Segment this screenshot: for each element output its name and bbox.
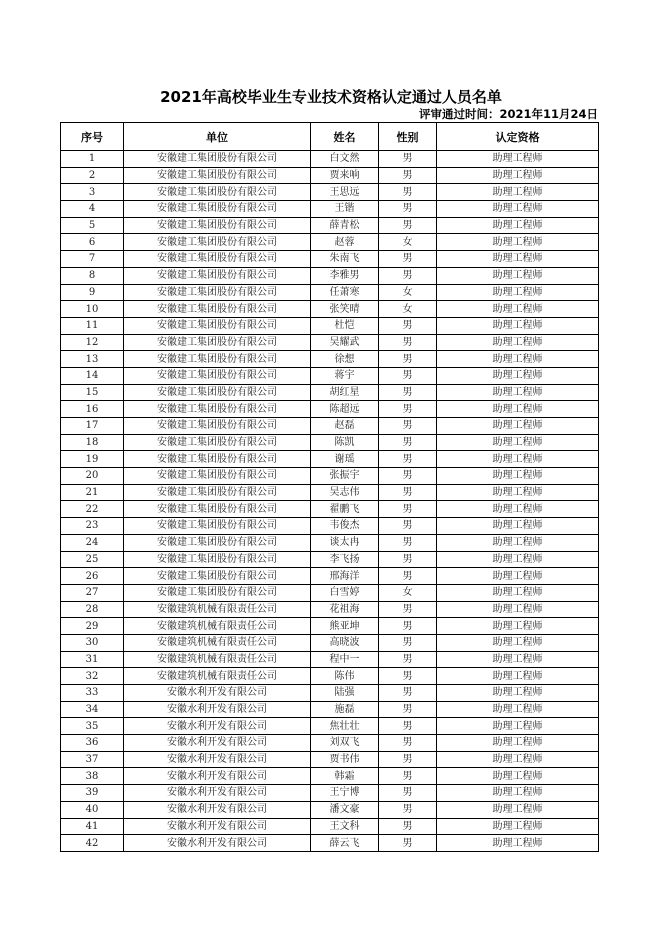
cell-gender: 男 xyxy=(379,835,437,852)
cell-index: 29 xyxy=(61,618,124,635)
cell-unit: 安徽水利开发有限公司 xyxy=(124,768,311,785)
cell-qualification: 助理工程师 xyxy=(437,568,599,585)
cell-index: 10 xyxy=(61,301,124,318)
cell-name: 朱南飞 xyxy=(311,251,379,268)
cell-name: 贾书伟 xyxy=(311,751,379,768)
cell-qualification: 助理工程师 xyxy=(437,167,599,184)
cell-unit: 安徽建工集团股份有限公司 xyxy=(124,551,311,568)
cell-name: 赵蓉 xyxy=(311,234,379,251)
cell-name: 白雪婷 xyxy=(311,584,379,601)
table-row xyxy=(61,818,599,835)
cell-name: 陈伟 xyxy=(311,668,379,685)
cell-unit: 安徽建筑机械有限责任公司 xyxy=(124,601,311,618)
cell-gender: 男 xyxy=(379,367,437,384)
cell-qualification: 助理工程师 xyxy=(437,151,599,168)
cell-qualification: 助理工程师 xyxy=(437,668,599,685)
table-row xyxy=(61,668,599,685)
table-row xyxy=(61,484,599,501)
cell-gender: 女 xyxy=(379,584,437,601)
cell-qualification: 助理工程师 xyxy=(437,434,599,451)
cell-gender: 女 xyxy=(379,284,437,301)
cell-qualification: 助理工程师 xyxy=(437,501,599,518)
table-row xyxy=(61,267,599,284)
cell-gender: 男 xyxy=(379,184,437,201)
cell-name: 王锴 xyxy=(311,201,379,218)
cell-qualification: 助理工程师 xyxy=(437,785,599,802)
cell-qualification: 助理工程师 xyxy=(437,534,599,551)
cell-unit: 安徽建工集团股份有限公司 xyxy=(124,201,311,218)
header-gender: 性别 xyxy=(379,123,437,151)
cell-name: 陆强 xyxy=(311,685,379,702)
cell-unit: 安徽建工集团股份有限公司 xyxy=(124,418,311,435)
cell-index: 5 xyxy=(61,217,124,234)
cell-index: 8 xyxy=(61,267,124,284)
cell-index: 28 xyxy=(61,601,124,618)
table-row xyxy=(61,167,599,184)
cell-name: 韦俊杰 xyxy=(311,518,379,535)
cell-gender: 男 xyxy=(379,267,437,284)
table-row xyxy=(61,184,599,201)
approved-personnel-table xyxy=(60,122,599,852)
cell-unit: 安徽建工集团股份有限公司 xyxy=(124,501,311,518)
cell-index: 11 xyxy=(61,317,124,334)
cell-unit: 安徽建工集团股份有限公司 xyxy=(124,384,311,401)
cell-name: 花祖海 xyxy=(311,601,379,618)
cell-unit: 安徽建工集团股份有限公司 xyxy=(124,267,311,284)
cell-qualification: 助理工程师 xyxy=(437,251,599,268)
cell-gender: 男 xyxy=(379,818,437,835)
cell-name: 李飞扬 xyxy=(311,551,379,568)
cell-gender: 男 xyxy=(379,384,437,401)
cell-qualification: 助理工程师 xyxy=(437,351,599,368)
cell-index: 7 xyxy=(61,251,124,268)
cell-gender: 男 xyxy=(379,151,437,168)
table-row xyxy=(61,334,599,351)
cell-gender: 女 xyxy=(379,234,437,251)
cell-name: 邢海洋 xyxy=(311,568,379,585)
table-row xyxy=(61,685,599,702)
table-row xyxy=(61,718,599,735)
cell-index: 40 xyxy=(61,801,124,818)
cell-qualification: 助理工程师 xyxy=(437,518,599,535)
cell-index: 26 xyxy=(61,568,124,585)
cell-index: 15 xyxy=(61,384,124,401)
cell-name: 蒋宇 xyxy=(311,367,379,384)
table-header-row xyxy=(61,123,599,151)
cell-name: 任萧寒 xyxy=(311,284,379,301)
cell-qualification: 助理工程师 xyxy=(437,768,599,785)
table-row xyxy=(61,835,599,852)
cell-qualification: 助理工程师 xyxy=(437,701,599,718)
table-row xyxy=(61,568,599,585)
review-date: 评审通过时间：2021年11月24日 xyxy=(418,107,598,121)
header-index: 序号 xyxy=(61,123,124,151)
cell-qualification: 助理工程师 xyxy=(437,685,599,702)
cell-index: 16 xyxy=(61,401,124,418)
cell-index: 3 xyxy=(61,184,124,201)
cell-qualification: 助理工程师 xyxy=(437,735,599,752)
cell-unit: 安徽水利开发有限公司 xyxy=(124,818,311,835)
table-row xyxy=(61,701,599,718)
table-row xyxy=(61,301,599,318)
table-row xyxy=(61,584,599,601)
cell-unit: 安徽建工集团股份有限公司 xyxy=(124,367,311,384)
cell-index: 30 xyxy=(61,634,124,651)
cell-index: 34 xyxy=(61,701,124,718)
cell-unit: 安徽建工集团股份有限公司 xyxy=(124,451,311,468)
cell-index: 38 xyxy=(61,768,124,785)
table-row xyxy=(61,468,599,485)
cell-gender: 男 xyxy=(379,618,437,635)
cell-name: 薛青松 xyxy=(311,217,379,234)
cell-index: 32 xyxy=(61,668,124,685)
cell-name: 徐想 xyxy=(311,351,379,368)
cell-gender: 男 xyxy=(379,751,437,768)
header-name: 姓名 xyxy=(311,123,379,151)
cell-name: 施磊 xyxy=(311,701,379,718)
cell-unit: 安徽建工集团股份有限公司 xyxy=(124,484,311,501)
cell-gender: 男 xyxy=(379,468,437,485)
cell-gender: 男 xyxy=(379,451,437,468)
cell-name: 陈超远 xyxy=(311,401,379,418)
cell-name: 谢瑶 xyxy=(311,451,379,468)
cell-index: 2 xyxy=(61,167,124,184)
cell-unit: 安徽建工集团股份有限公司 xyxy=(124,518,311,535)
cell-qualification: 助理工程师 xyxy=(437,601,599,618)
cell-qualification: 助理工程师 xyxy=(437,184,599,201)
cell-index: 4 xyxy=(61,201,124,218)
cell-gender: 男 xyxy=(379,718,437,735)
cell-qualification: 助理工程师 xyxy=(437,618,599,635)
cell-name: 陈凯 xyxy=(311,434,379,451)
cell-gender: 男 xyxy=(379,801,437,818)
cell-index: 33 xyxy=(61,685,124,702)
cell-unit: 安徽建工集团股份有限公司 xyxy=(124,317,311,334)
table-row xyxy=(61,217,599,234)
cell-name: 吴耀武 xyxy=(311,334,379,351)
table-row xyxy=(61,768,599,785)
cell-unit: 安徽建工集团股份有限公司 xyxy=(124,167,311,184)
cell-qualification: 助理工程师 xyxy=(437,584,599,601)
cell-unit: 安徽建工集团股份有限公司 xyxy=(124,334,311,351)
cell-name: 杜恺 xyxy=(311,317,379,334)
cell-unit: 安徽建工集团股份有限公司 xyxy=(124,184,311,201)
cell-unit: 安徽建筑机械有限责任公司 xyxy=(124,651,311,668)
cell-gender: 男 xyxy=(379,251,437,268)
cell-qualification: 助理工程师 xyxy=(437,718,599,735)
cell-gender: 男 xyxy=(379,434,437,451)
cell-qualification: 助理工程师 xyxy=(437,551,599,568)
cell-name: 程中一 xyxy=(311,651,379,668)
cell-unit: 安徽建工集团股份有限公司 xyxy=(124,401,311,418)
cell-unit: 安徽水利开发有限公司 xyxy=(124,701,311,718)
cell-qualification: 助理工程师 xyxy=(437,267,599,284)
cell-index: 37 xyxy=(61,751,124,768)
cell-index: 18 xyxy=(61,434,124,451)
cell-name: 王宁博 xyxy=(311,785,379,802)
cell-qualification: 助理工程师 xyxy=(437,301,599,318)
cell-unit: 安徽水利开发有限公司 xyxy=(124,785,311,802)
table-row xyxy=(61,551,599,568)
table-row xyxy=(61,317,599,334)
cell-unit: 安徽水利开发有限公司 xyxy=(124,718,311,735)
cell-qualification: 助理工程师 xyxy=(437,634,599,651)
cell-gender: 男 xyxy=(379,551,437,568)
cell-gender: 男 xyxy=(379,167,437,184)
cell-name: 胡红星 xyxy=(311,384,379,401)
cell-gender: 男 xyxy=(379,201,437,218)
cell-unit: 安徽水利开发有限公司 xyxy=(124,735,311,752)
cell-index: 20 xyxy=(61,468,124,485)
cell-gender: 男 xyxy=(379,534,437,551)
table-row xyxy=(61,501,599,518)
cell-index: 36 xyxy=(61,735,124,752)
cell-qualification: 助理工程师 xyxy=(437,234,599,251)
cell-unit: 安徽建工集团股份有限公司 xyxy=(124,151,311,168)
cell-index: 42 xyxy=(61,835,124,852)
document-title: 2021年高校毕业生专业技术资格认定通过人员名单 xyxy=(160,88,502,106)
table-row xyxy=(61,634,599,651)
table-row xyxy=(61,751,599,768)
cell-gender: 男 xyxy=(379,518,437,535)
cell-qualification: 助理工程师 xyxy=(437,284,599,301)
cell-index: 22 xyxy=(61,501,124,518)
cell-gender: 男 xyxy=(379,685,437,702)
table-row xyxy=(61,201,599,218)
cell-qualification: 助理工程师 xyxy=(437,801,599,818)
cell-name: 吴志伟 xyxy=(311,484,379,501)
cell-qualification: 助理工程师 xyxy=(437,367,599,384)
cell-gender: 男 xyxy=(379,217,437,234)
table-row xyxy=(61,618,599,635)
cell-index: 6 xyxy=(61,234,124,251)
table-row xyxy=(61,418,599,435)
table-row xyxy=(61,384,599,401)
cell-qualification: 助理工程师 xyxy=(437,384,599,401)
cell-gender: 男 xyxy=(379,351,437,368)
table-row xyxy=(61,434,599,451)
table-row xyxy=(61,351,599,368)
cell-index: 41 xyxy=(61,818,124,835)
table-row xyxy=(61,451,599,468)
cell-index: 13 xyxy=(61,351,124,368)
cell-gender: 男 xyxy=(379,484,437,501)
cell-name: 张笑晴 xyxy=(311,301,379,318)
table-row xyxy=(61,401,599,418)
cell-qualification: 助理工程师 xyxy=(437,334,599,351)
cell-unit: 安徽水利开发有限公司 xyxy=(124,751,311,768)
cell-name: 熊亚坤 xyxy=(311,618,379,635)
header-qualification: 认定资格 xyxy=(437,123,599,151)
cell-unit: 安徽水利开发有限公司 xyxy=(124,685,311,702)
header-unit: 单位 xyxy=(124,123,311,151)
cell-index: 14 xyxy=(61,367,124,384)
cell-name: 刘双飞 xyxy=(311,735,379,752)
cell-qualification: 助理工程师 xyxy=(437,317,599,334)
table-row xyxy=(61,251,599,268)
cell-index: 31 xyxy=(61,651,124,668)
cell-unit: 安徽建工集团股份有限公司 xyxy=(124,301,311,318)
cell-unit: 安徽建工集团股份有限公司 xyxy=(124,584,311,601)
cell-index: 9 xyxy=(61,284,124,301)
cell-index: 27 xyxy=(61,584,124,601)
table-row xyxy=(61,651,599,668)
cell-qualification: 助理工程师 xyxy=(437,468,599,485)
cell-qualification: 助理工程师 xyxy=(437,217,599,234)
table-row xyxy=(61,367,599,384)
cell-gender: 男 xyxy=(379,317,437,334)
cell-qualification: 助理工程师 xyxy=(437,835,599,852)
cell-gender: 男 xyxy=(379,418,437,435)
cell-gender: 男 xyxy=(379,701,437,718)
cell-unit: 安徽建筑机械有限责任公司 xyxy=(124,634,311,651)
cell-unit: 安徽建工集团股份有限公司 xyxy=(124,251,311,268)
table-row xyxy=(61,518,599,535)
cell-gender: 男 xyxy=(379,401,437,418)
cell-unit: 安徽建筑机械有限责任公司 xyxy=(124,668,311,685)
cell-gender: 男 xyxy=(379,768,437,785)
cell-unit: 安徽建筑机械有限责任公司 xyxy=(124,618,311,635)
cell-name: 高晓波 xyxy=(311,634,379,651)
cell-qualification: 助理工程师 xyxy=(437,484,599,501)
cell-gender: 男 xyxy=(379,651,437,668)
cell-name: 李雅男 xyxy=(311,267,379,284)
cell-index: 23 xyxy=(61,518,124,535)
table-row xyxy=(61,801,599,818)
cell-name: 潘文豪 xyxy=(311,801,379,818)
cell-qualification: 助理工程师 xyxy=(437,818,599,835)
cell-unit: 安徽建工集团股份有限公司 xyxy=(124,234,311,251)
cell-gender: 男 xyxy=(379,501,437,518)
cell-index: 12 xyxy=(61,334,124,351)
cell-name: 白文然 xyxy=(311,151,379,168)
cell-qualification: 助理工程师 xyxy=(437,401,599,418)
cell-unit: 安徽建工集团股份有限公司 xyxy=(124,434,311,451)
cell-unit: 安徽建工集团股份有限公司 xyxy=(124,534,311,551)
cell-unit: 安徽水利开发有限公司 xyxy=(124,835,311,852)
cell-name: 韩霜 xyxy=(311,768,379,785)
cell-unit: 安徽水利开发有限公司 xyxy=(124,801,311,818)
table-row xyxy=(61,735,599,752)
cell-gender: 男 xyxy=(379,568,437,585)
cell-name: 谈太冉 xyxy=(311,534,379,551)
cell-index: 19 xyxy=(61,451,124,468)
cell-name: 翟鹏飞 xyxy=(311,501,379,518)
cell-gender: 男 xyxy=(379,735,437,752)
cell-index: 24 xyxy=(61,534,124,551)
table-row xyxy=(61,785,599,802)
cell-unit: 安徽建工集团股份有限公司 xyxy=(124,217,311,234)
cell-qualification: 助理工程师 xyxy=(437,451,599,468)
cell-index: 39 xyxy=(61,785,124,802)
cell-index: 17 xyxy=(61,418,124,435)
cell-index: 21 xyxy=(61,484,124,501)
cell-index: 35 xyxy=(61,718,124,735)
cell-gender: 男 xyxy=(379,785,437,802)
cell-qualification: 助理工程师 xyxy=(437,418,599,435)
cell-index: 1 xyxy=(61,151,124,168)
table-row xyxy=(61,234,599,251)
table-row xyxy=(61,534,599,551)
table-body xyxy=(61,151,599,852)
cell-qualification: 助理工程师 xyxy=(437,651,599,668)
table-row xyxy=(61,151,599,168)
cell-qualification: 助理工程师 xyxy=(437,751,599,768)
cell-gender: 男 xyxy=(379,668,437,685)
cell-gender: 男 xyxy=(379,601,437,618)
cell-unit: 安徽建工集团股份有限公司 xyxy=(124,468,311,485)
cell-name: 王思远 xyxy=(311,184,379,201)
cell-name: 王文科 xyxy=(311,818,379,835)
cell-name: 薛云飞 xyxy=(311,835,379,852)
cell-name: 赵磊 xyxy=(311,418,379,435)
cell-unit: 安徽建工集团股份有限公司 xyxy=(124,284,311,301)
cell-unit: 安徽建工集团股份有限公司 xyxy=(124,351,311,368)
cell-name: 焦壮壮 xyxy=(311,718,379,735)
cell-name: 张振宇 xyxy=(311,468,379,485)
cell-name: 贾来响 xyxy=(311,167,379,184)
cell-gender: 男 xyxy=(379,334,437,351)
table-row xyxy=(61,284,599,301)
cell-qualification: 助理工程师 xyxy=(437,201,599,218)
cell-unit: 安徽建工集团股份有限公司 xyxy=(124,568,311,585)
cell-gender: 女 xyxy=(379,301,437,318)
table-row xyxy=(61,601,599,618)
cell-index: 25 xyxy=(61,551,124,568)
cell-gender: 男 xyxy=(379,634,437,651)
